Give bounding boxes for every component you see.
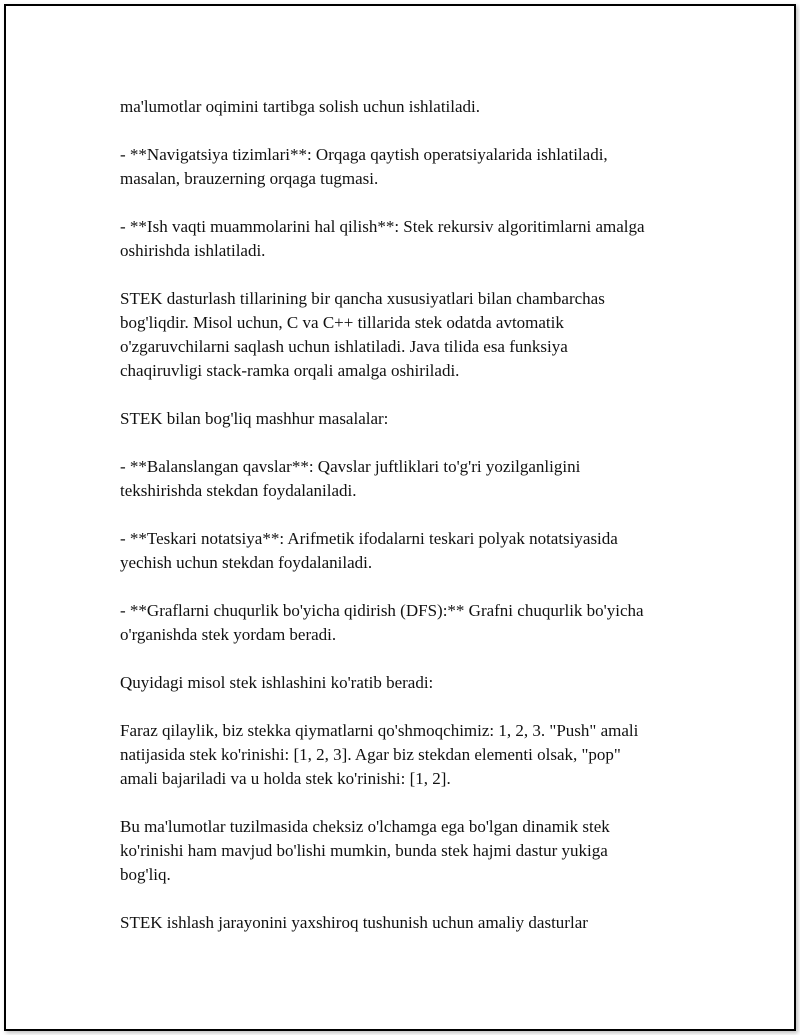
document-body	[120, 95, 710, 959]
text-line: natijasida stek ko'rinishi: [1, 2, 3]. Agar biz stekdan elementi olsak, "pop"	[120, 745, 621, 764]
paragraph	[120, 719, 710, 791]
paragraph	[120, 455, 710, 503]
text-line: bog'liqdir. Misol uchun, C va C++ tillarida stek odatda avtomatik	[120, 313, 564, 332]
text-line: - **Ish vaqti muammolarini hal qilish**: Stek rekursiv algoritimlarni amalga	[120, 217, 645, 236]
paragraph	[120, 407, 710, 431]
text-line: o'zgaruvchilarni saqlash uchun ishlatiladi. Java tilida esa funksiya	[120, 337, 568, 356]
text-line: STEK bilan bog'liq mashhur masalalar:	[120, 409, 389, 428]
text-line: - **Graflarni chuqurlik bo'yicha qidirish (DFS):** Grafni chuqurlik bo'yicha	[120, 601, 644, 620]
text-line: o'rganishda stek yordam beradi.	[120, 625, 337, 644]
text-line: - **Teskari notatsiya**: Arifmetik ifodalarni teskari polyak notatsiyasida	[120, 529, 618, 548]
text-line: chaqiruvligi stack-ramka orqali amalga oshiriladi.	[120, 361, 460, 380]
text-line: tekshirishda stekdan foydalaniladi.	[120, 481, 357, 500]
document-page	[4, 4, 796, 1031]
paragraph	[120, 911, 710, 935]
paragraph	[120, 671, 710, 695]
text-line: ko'rinishi ham mavjud bo'lishi mumkin, bunda stek hajmi dastur yukiga	[120, 841, 608, 860]
text-line: amali bajariladi va u holda stek ko'rinishi: [1, 2].	[120, 769, 451, 788]
text-line: bog'liq.	[120, 865, 171, 884]
text-line: Quyidagi misol stek ishlashini ko'ratib beradi:	[120, 673, 434, 692]
paragraph	[120, 215, 710, 263]
paragraph	[120, 599, 710, 647]
text-line: oshirishda ishlatiladi.	[120, 241, 266, 260]
text-line: Faraz qilaylik, biz stekka qiymatlarni qo'shmoqchimiz: 1, 2, 3. "Push" amali	[120, 721, 639, 740]
text-line: - **Balanslangan qavslar**: Qavslar juftliklari to'g'ri yozilganligini	[120, 457, 581, 476]
paragraph	[120, 815, 710, 887]
paragraph	[120, 527, 710, 575]
text-line: Bu ma'lumotlar tuzilmasida cheksiz o'lchamga ega bo'lgan dinamik stek	[120, 817, 610, 836]
text-line: masalan, brauzerning orqaga tugmasi.	[120, 169, 379, 188]
paragraph	[120, 287, 710, 383]
text-line: yechish uchun stekdan foydalaniladi.	[120, 553, 373, 572]
text-line: STEK ishlash jarayonini yaxshiroq tushunish uchun amaliy dasturlar	[120, 913, 588, 932]
text-line: - **Navigatsiya tizimlari**: Orqaga qaytish operatsiyalarida ishlatiladi,	[120, 145, 608, 164]
paragraph	[120, 143, 710, 191]
paragraph	[120, 95, 710, 119]
text-line: STEK dasturlash tillarining bir qancha xususiyatlari bilan chambarchas	[120, 289, 605, 308]
text-line: ma'lumotlar oqimini tartibga solish uchun ishlatiladi.	[120, 97, 481, 116]
